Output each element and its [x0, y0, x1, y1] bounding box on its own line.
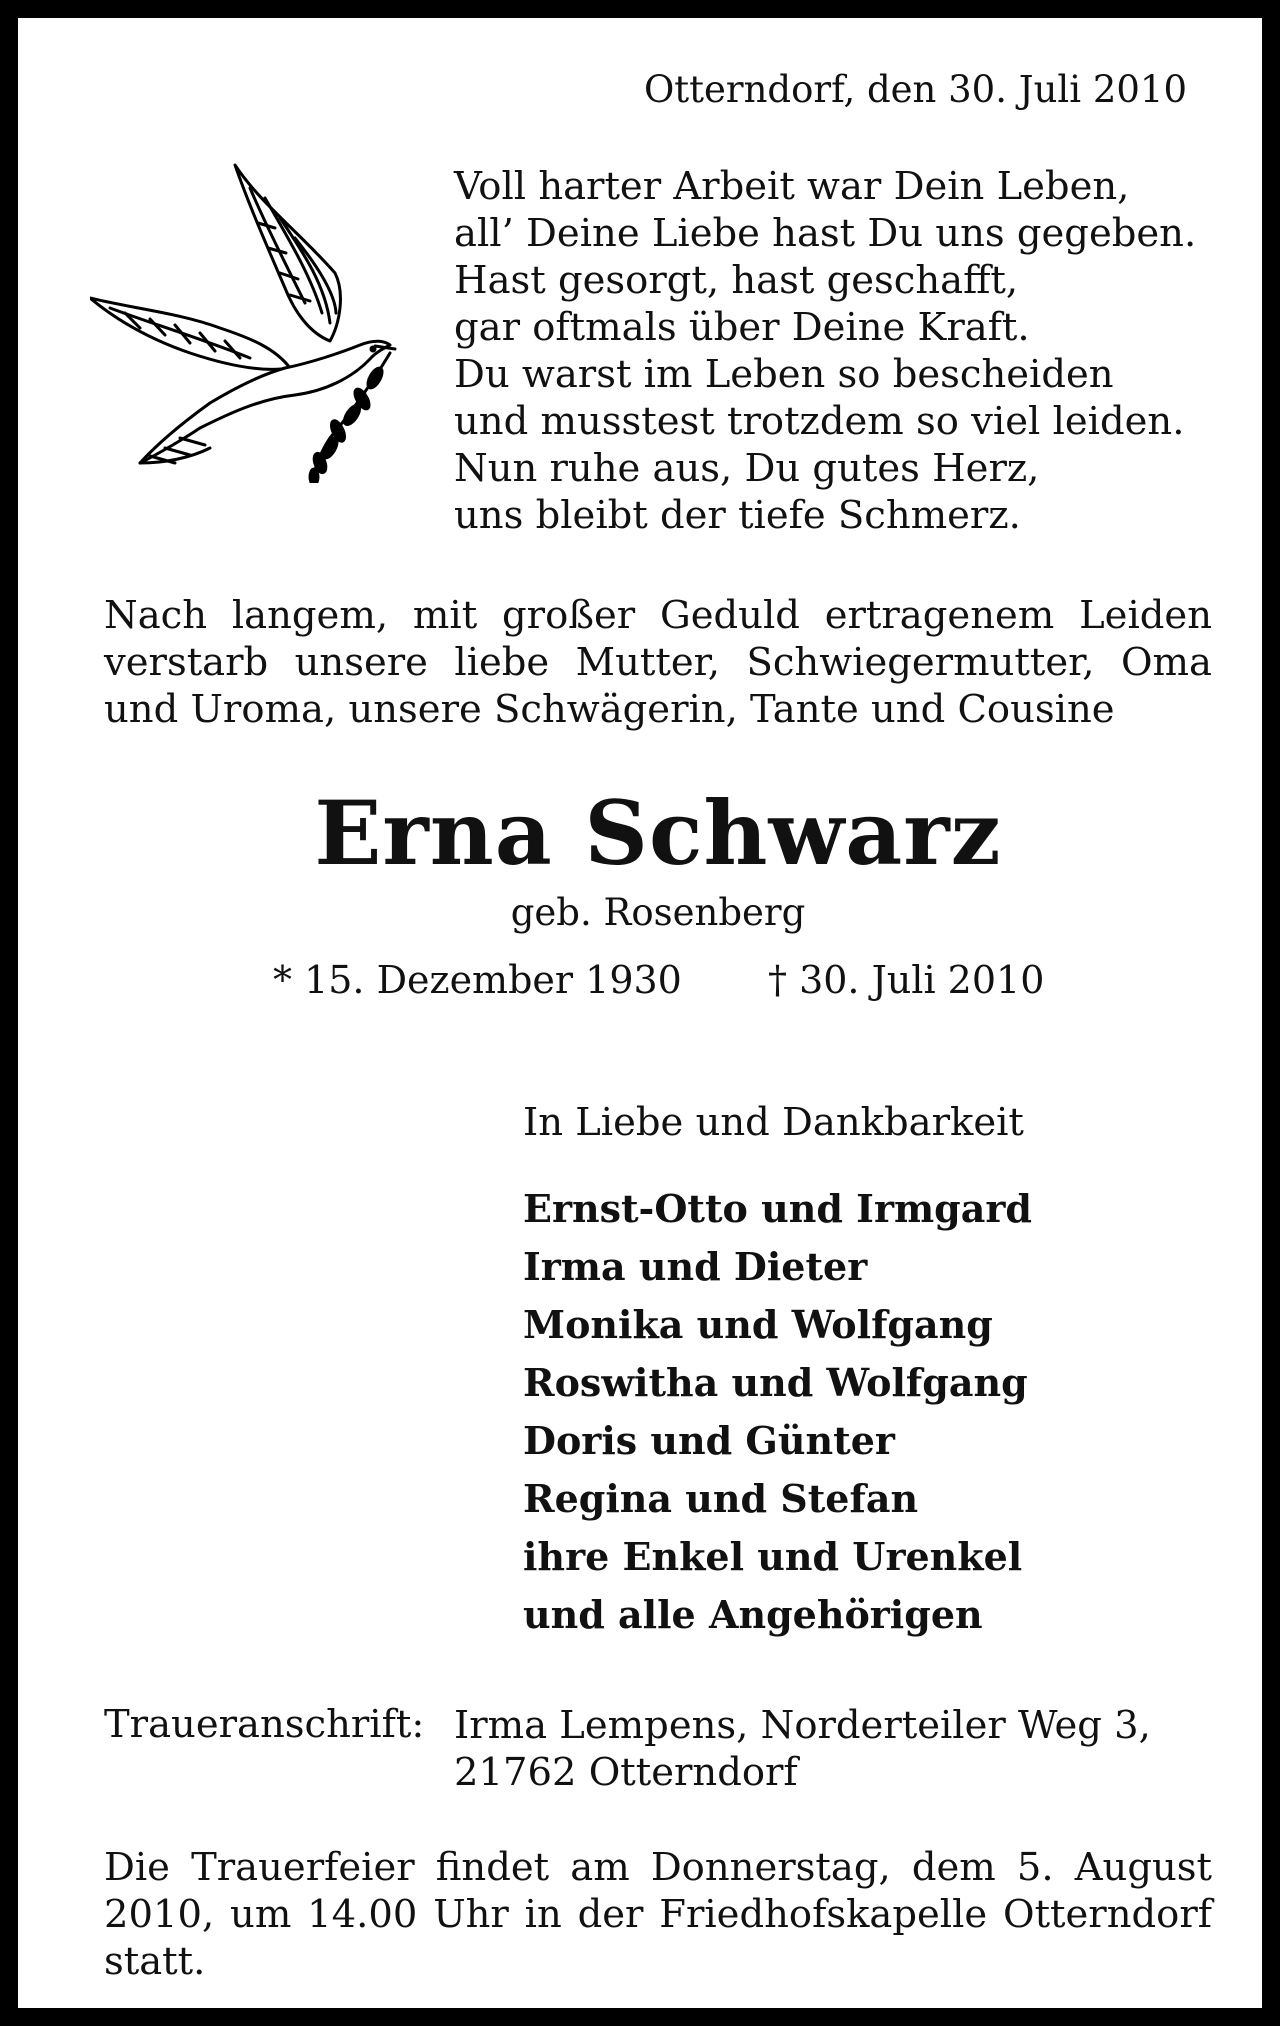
- intro-line: und Uroma, unsere Schwägerin, Tante und Cousine: [104, 687, 1115, 732]
- poem-line: und musstest trotzdem so viel leiden.: [454, 399, 1185, 444]
- ceremony-line: 2010, um 14.00 Uhr in der Friedhofskapelle Otterndorf: [104, 1892, 1212, 1937]
- address-line: 21762 Otterndorf: [454, 1750, 798, 1795]
- mourner: ihre Enkel und Urenkel: [523, 1534, 1023, 1579]
- address-label: Traueranschrift:: [104, 1702, 425, 1747]
- mourners-list: [523, 1180, 1032, 1644]
- ceremony-line: Die Trauerfeier findet am Donnerstag, dem 5. August: [104, 1845, 1212, 1890]
- intro-line: Nach langem, mit großer Geduld ertragenem Leiden: [104, 593, 1212, 638]
- place-date: Otterndorf, den 30. Juli 2010: [643, 68, 1187, 111]
- mourner: Irma und Dieter: [523, 1244, 868, 1289]
- birth-date: * 15. Dezember 1930: [273, 958, 682, 1002]
- poem-line: uns bleibt der tiefe Schmerz.: [454, 493, 1021, 538]
- mourner: Ernst-Otto und Irmgard: [523, 1186, 1032, 1231]
- mourner: Roswitha und Wolfgang: [523, 1360, 1028, 1405]
- mourner: Monika und Wolfgang: [523, 1302, 993, 1347]
- poem-line: Hast gesorgt, hast geschafft,: [454, 258, 1019, 303]
- poem-line: Nun ruhe aus, Du gutes Herz,: [454, 446, 1040, 491]
- mourning-address: [454, 1702, 1151, 1796]
- mourner: und alle Angehörigen: [523, 1592, 983, 1637]
- deceased-name: Erna Schwarz: [314, 781, 1002, 885]
- closing-phrase: In Liebe und Dankbarkeit: [523, 1100, 1024, 1145]
- mourner: Doris und Günter: [523, 1418, 895, 1463]
- intro-line: verstarb unsere liebe Mutter, Schwiegermutter, Oma: [104, 640, 1212, 685]
- mourner: Regina und Stefan: [523, 1476, 919, 1521]
- poem-line: all’ Deine Liebe hast Du uns gegeben.: [454, 211, 1197, 256]
- poem-line: Du warst im Leben so bescheiden: [454, 352, 1114, 397]
- ceremony-paragraph: [104, 1844, 1212, 1985]
- death-date: † 30. Juli 2010: [768, 958, 1045, 1002]
- poem-line: Voll harter Arbeit war Dein Leben,: [454, 164, 1130, 209]
- maiden-name: geb. Rosenberg: [510, 891, 806, 934]
- ceremony-line: statt.: [104, 1939, 206, 1984]
- dove-icon: [90, 163, 410, 483]
- address-line: Irma Lempens, Norderteiler Weg 3,: [454, 1703, 1151, 1748]
- poem: [454, 163, 1234, 539]
- poem-line: gar oftmals über Deine Kraft.: [454, 305, 1030, 350]
- intro-paragraph: [104, 592, 1212, 733]
